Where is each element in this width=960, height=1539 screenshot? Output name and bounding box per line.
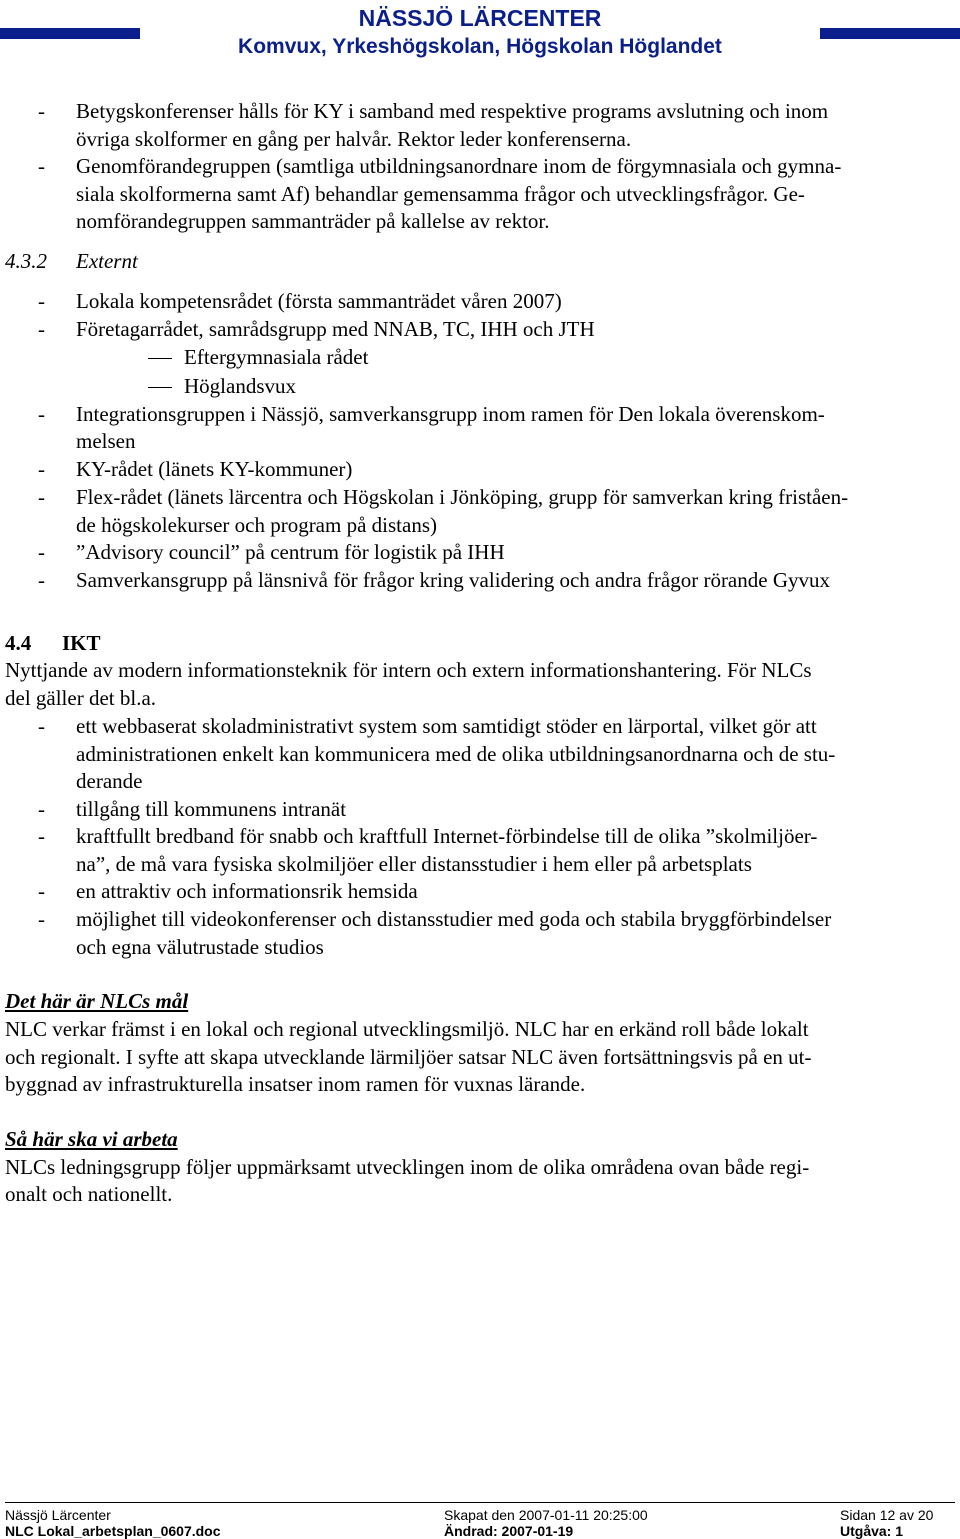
list-dash: - (38, 797, 45, 821)
work-heading: Så här ska vi arbeta (5, 1127, 178, 1151)
footer-created: Skapat den 2007-01-11 20:25:00 (444, 1507, 648, 1523)
sub-bullet (148, 358, 172, 359)
list-item-line: melsen (76, 429, 136, 453)
list-dash: - (38, 154, 45, 178)
list-item-line: de högskolekurser och program på distans) (76, 513, 437, 537)
section-number: 4.4 (5, 631, 32, 655)
section-number: 4.3.2 (5, 249, 47, 273)
list-dash: - (38, 540, 45, 564)
footer-org: Nässjö Lärcenter (5, 1507, 111, 1523)
sub-list-item: Eftergymnasiala rådet (184, 345, 369, 369)
header-subtitle: Komvux, Yrkeshögskolan, Högskolan Höglandet (238, 35, 722, 58)
footer-edition: Utgåva: 1 (840, 1523, 904, 1539)
paragraph-line: NLCs ledningsgrupp följer uppmärksamt utvecklingen inom de olika områdena ovan både regi- (5, 1155, 810, 1179)
list-item-line: Integrationsgruppen i Nässjö, samverkansgrupp inom ramen för Den lokala överenskom- (76, 402, 825, 426)
list-dash: - (38, 879, 45, 903)
list-item-line: KY-rådet (länets KY-kommuner) (76, 457, 353, 481)
section-heading: Externt (76, 249, 138, 273)
list-item-line: Flex-rådet (länets lärcentra och Högskolan i Jönköping, grupp för samverkan kring friståen- (76, 485, 849, 509)
list-item-line: övriga skolformer en gång per halvår. Rektor leder konferenserna. (76, 127, 632, 151)
list-dash: - (38, 317, 45, 341)
list-dash: - (38, 485, 45, 509)
list-item-line: derande (76, 769, 143, 793)
list-item-line: ett webbaserat skoladministrativt system som samtidigt stöder en lärportal, vilket gör att (76, 714, 817, 738)
sub-list-item: Höglandsvux (184, 374, 296, 398)
list-dash: - (38, 402, 45, 426)
list-dash: - (38, 714, 45, 738)
list-dash: - (38, 289, 45, 313)
list-dash: - (38, 457, 45, 481)
section-heading: IKT (62, 631, 101, 655)
sub-bullet (148, 387, 172, 388)
list-item-line: kraftfullt bredband för snabb och kraftfull Internet-förbindelse till de olika ”skolmiljöer- (76, 824, 818, 848)
list-dash: - (38, 99, 45, 123)
footer-rule (5, 1502, 955, 1503)
list-item-line: Företagarrådet, samrådsgrupp med NNAB, TC, IHH och JTH (76, 317, 595, 341)
list-dash: - (38, 907, 45, 931)
list-item-line: Genomförandegruppen (samtliga utbildningsanordnare inom de förgymnasiala och gymna- (76, 154, 842, 178)
paragraph-line: del gäller det bl.a. (5, 686, 157, 710)
header-bar-right (820, 28, 960, 39)
footer-changed: Ändrad: 2007-01-19 (444, 1523, 574, 1539)
list-item-line: Betygskonferenser hålls för KY i samband med respektive programs avslutning och inom (76, 99, 829, 123)
footer-filename: NLC Lokal_arbetsplan_0607.doc (5, 1523, 221, 1539)
list-item-line: ”Advisory council” på centrum för logistik på IHH (76, 540, 505, 564)
list-item-line: siala skolformerna samt Af) behandlar gemensamma frågor och utvecklingsfrågor. Ge- (76, 182, 805, 206)
list-dash: - (38, 568, 45, 592)
paragraph-line: NLC verkar främst i en lokal och regional utvecklingsmiljö. NLC har en erkänd roll både lokalt (5, 1017, 809, 1041)
list-item-line: en attraktiv och informationsrik hemsida (76, 879, 418, 903)
header-title: NÄSSJÖ LÄRCENTER (358, 5, 602, 31)
footer-page-number: Sidan 12 av 20 (840, 1507, 934, 1523)
paragraph-line: byggnad av infrastrukturella insatser inom ramen för vuxnas lärande. (5, 1072, 586, 1096)
paragraph-line: Nyttjande av modern informationsteknik för intern och extern informationshantering. För NLCs (5, 658, 812, 682)
list-item-line: tillgång till kommunens intranät (76, 797, 347, 821)
goal-heading: Det här är NLCs mål (5, 989, 189, 1013)
paragraph-line: och regionalt. I syfte att skapa utvecklande lärmiljöer satsar NLC även fortsättningsvis på en ut- (5, 1045, 812, 1069)
header-bar-left (0, 28, 140, 39)
list-dash: - (38, 824, 45, 848)
list-item-line: möjlighet till videokonferenser och distansstudier med goda och stabila bryggförbindelser (76, 907, 832, 931)
list-item-line: administrationen enkelt kan kommunicera med de olika utbildningsanordnarna och de stu- (76, 742, 836, 766)
list-item-line: na”, de må vara fysiska skolmiljöer eller distansstudier i hem eller på arbetsplats (76, 852, 752, 876)
list-item-line: Samverkansgrupp på länsnivå för frågor kring validering och andra frågor rörande Gyvux (76, 568, 830, 592)
list-item-line: nomförandegruppen sammanträder på kallelse av rektor. (76, 209, 550, 233)
list-item-line: och egna välutrustade studios (76, 935, 324, 959)
paragraph-line: onalt och nationellt. (5, 1182, 173, 1206)
list-item-line: Lokala kompetensrådet (första sammanträdet våren 2007) (76, 289, 562, 313)
